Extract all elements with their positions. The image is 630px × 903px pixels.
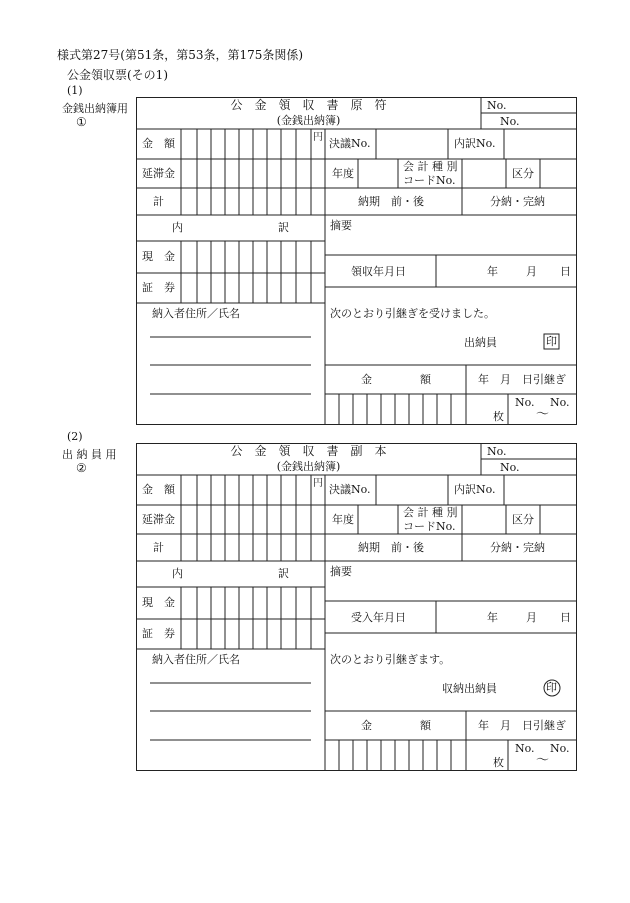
page-title: 様式第27号(第51条，第53条，第175条関係) xyxy=(57,48,304,62)
form-title-sub: (金銭出納簿) xyxy=(276,114,341,127)
no-from: No. xyxy=(515,742,535,755)
transfer-text: 次のとおり引継ぎを受けました。 xyxy=(330,307,495,320)
amount-kin: 金 xyxy=(361,719,372,732)
installment-label: 分納・完納 xyxy=(490,541,545,554)
breakdown-label: 訳 xyxy=(278,221,289,234)
no-from: No. xyxy=(515,396,535,409)
kessai-no-label: 決議No. xyxy=(329,137,371,150)
date-month: 月 xyxy=(526,611,537,624)
cash-label: 現 金 xyxy=(142,250,175,263)
handover-date-label: 年 月 日引継ぎ xyxy=(478,373,566,386)
receipt-date-label: 領収年月日 xyxy=(351,265,406,278)
transfer-text: 次のとおり引継ぎます。 xyxy=(330,653,451,666)
date-year: 年 xyxy=(487,611,498,624)
no-label: No. xyxy=(500,461,520,474)
account-code-label: コードNo. xyxy=(403,174,456,187)
late-fee-label: 延滞金 xyxy=(142,167,175,180)
uchiwake-no-label: 内訳No. xyxy=(454,137,496,150)
summary-label: 摘要 xyxy=(330,565,352,578)
yen-label: 円 xyxy=(313,132,323,143)
category-label: 区分 xyxy=(512,513,534,526)
no-to: No. xyxy=(550,742,570,755)
range-tilde: ～ xyxy=(536,407,550,422)
breakdown-label: 訳 xyxy=(278,567,289,580)
total-label: 計 xyxy=(153,195,164,208)
payer-label: 納入者住所／氏名 xyxy=(152,653,240,666)
category-label: 区分 xyxy=(512,167,534,180)
summary-label: 摘要 xyxy=(330,219,352,232)
amount-gaku: 額 xyxy=(420,719,431,732)
cash-label: 現 金 xyxy=(142,596,175,609)
total-label: 計 xyxy=(153,541,164,554)
side-label: 金銭出納簿用 xyxy=(62,102,128,115)
date-month: 月 xyxy=(526,265,537,278)
securities-label: 証 券 xyxy=(142,627,175,640)
amount-gaku: 額 xyxy=(420,373,431,386)
yen-label: 円 xyxy=(313,478,323,489)
no-label: No. xyxy=(487,99,507,112)
date-year: 年 xyxy=(487,265,498,278)
no-label: No. xyxy=(487,445,507,458)
due-date-label: 納期 前・後 xyxy=(358,195,424,208)
sheets-label: 枚 xyxy=(493,756,504,769)
due-date-label: 納期 前・後 xyxy=(358,541,424,554)
handover-date-label: 年 月 日引継ぎ xyxy=(478,719,566,732)
no-label: No. xyxy=(500,115,520,128)
officer-label: 出納員 xyxy=(464,336,497,349)
receipt-form-original xyxy=(136,97,577,425)
amount-label: 金 額 xyxy=(142,483,175,496)
seal-mark: 印 xyxy=(546,335,557,348)
securities-label: 証 券 xyxy=(142,281,175,294)
amount-kin: 金 xyxy=(361,373,372,386)
section-number: (1) xyxy=(67,84,83,97)
account-code-label: コードNo. xyxy=(403,520,456,533)
form-title: 公 金 領 収 書 副 本 xyxy=(230,444,387,458)
date-day: 日 xyxy=(560,611,571,624)
seal-mark: 印 xyxy=(546,681,557,694)
no-to: No. xyxy=(550,396,570,409)
receipt-form-copy xyxy=(136,443,577,771)
payer-label: 納入者住所／氏名 xyxy=(152,307,240,320)
side-mark: ② xyxy=(76,461,87,475)
installment-label: 分納・完納 xyxy=(490,195,545,208)
breakdown-label: 内 xyxy=(172,221,183,234)
account-code-label: 会 計 種 別 xyxy=(403,506,458,519)
receipt-date-label: 受入年月日 xyxy=(351,611,406,624)
fiscal-year-label: 年度 xyxy=(332,513,354,526)
officer-label: 収納出納員 xyxy=(442,682,497,695)
sheets-label: 枚 xyxy=(493,410,504,423)
account-code-label: 会 計 種 別 xyxy=(403,160,458,173)
late-fee-label: 延滞金 xyxy=(142,513,175,526)
form-title-sub: (金銭出納簿) xyxy=(276,460,341,473)
fiscal-year-label: 年度 xyxy=(332,167,354,180)
form-title: 公 金 領 収 書 原 符 xyxy=(230,98,387,112)
date-day: 日 xyxy=(560,265,571,278)
side-label: 出 納 員 用 xyxy=(62,448,117,461)
side-mark: ① xyxy=(76,115,87,129)
section-number: (2) xyxy=(67,430,83,443)
uchiwake-no-label: 内訳No. xyxy=(454,483,496,496)
amount-label: 金 額 xyxy=(142,137,175,150)
breakdown-label: 内 xyxy=(172,567,183,580)
form-subtitle: 公金領収票(その1) xyxy=(67,68,168,82)
kessai-no-label: 決議No. xyxy=(329,483,371,496)
range-tilde: ～ xyxy=(536,753,550,768)
